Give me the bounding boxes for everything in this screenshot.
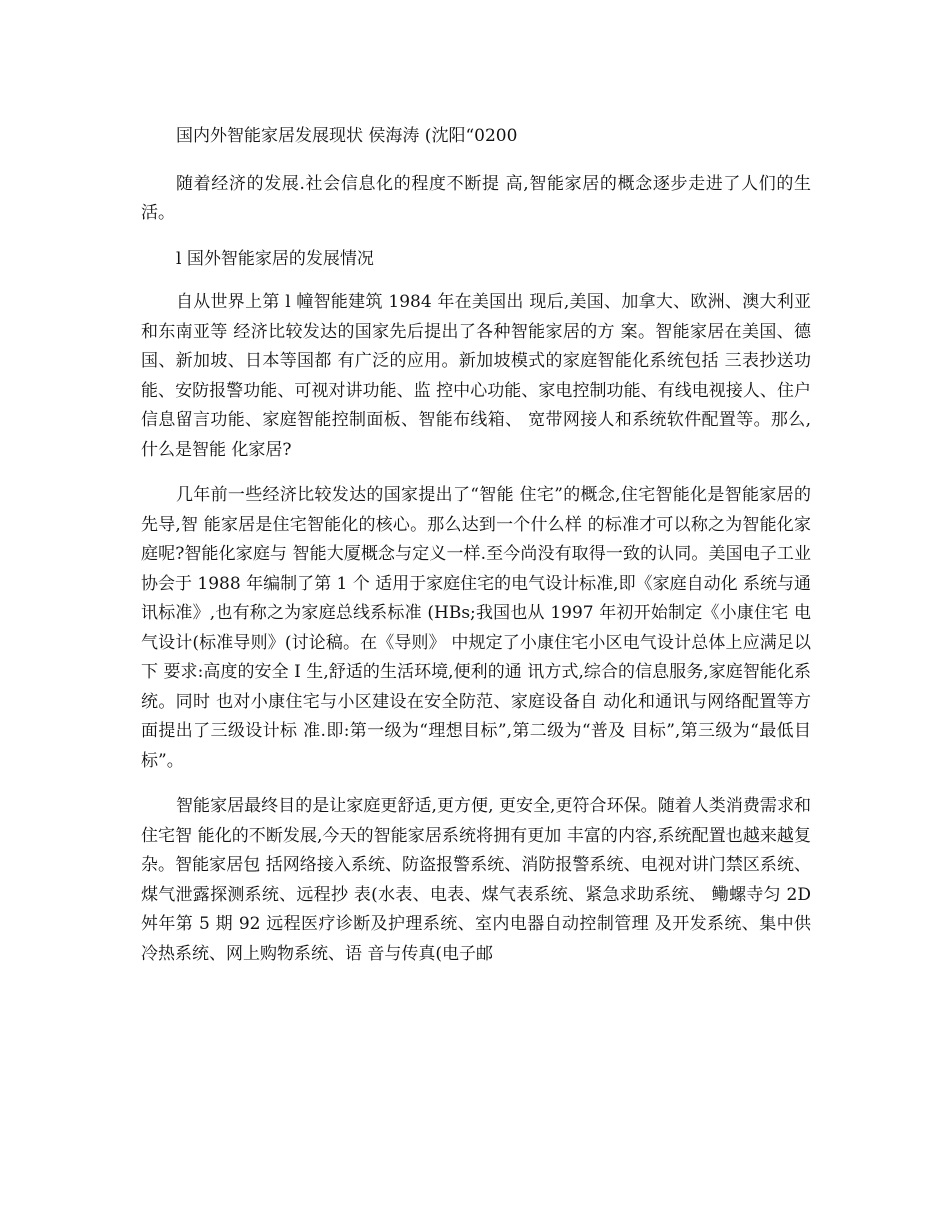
intro-paragraph: 随着经济的发展.社会信息化的程度不断提 高,智能家居的概念逐步走进了人们的生活。 (141, 173, 811, 223)
body-paragraph-standards: 几年前一些经济比较发达的国家提出了“智能 住宅”的概念,住宅智能化是智能家居的先导,智 能家居是住宅智能化的核心。那么达到一个什么样 的标准才可以称之为智能化家庭呢?智能化家庭与 智能大厦概念与定义一样.至今尚没有取得一致的认同。美国电子工业协会于 1988 年编制了第 1 个 适用于家庭住宅的电气设计标准,即《家庭自动化 系统与通讯标准》,也有称之为家庭总线系标准 (HBs;我国也从 1997 年初开始制定《小康住宅 电气设计(标准导则》(讨论稿。在《导则》 中规定了小康住宅小区电气设计总体上应满足以下 要求:高度的安全 I 生,舒适的生活环境,便利的通 讯方式,综合的信息服务,家庭智能化系统。同时 也对小康住宅与小区建设在安全防范、家庭设备自 动化和通讯与网络配置等方面提出了三级设计标 准.即:第一级为“理想目标”,第二级为“普及 目标”,第三级为“最低目标”。 (141, 485, 811, 771)
article-body (141, 122, 811, 969)
body-paragraph-foreign-development: 自从世界上第 l 幢智能建筑 1984 年在美国出 现后,美国、加拿大、欧洲、澳大利亚和东南亚等 经济比较发达的国家先后提出了各种智能家居的方 案。智能家居在美国、德国、新加坡、日本等国都 有广泛的应用。新加坡模式的家庭智能化系统包括 三表抄送功能、安防报警功能、可视对讲功能、监 控中心功能、家电控制功能、有线电视接人、住户 信息留言功能、家庭智能控制面板、智能布线箱、 宽带网接人和系统软件配置等。那么,什么是智能 化家居? (141, 292, 811, 460)
section-heading: l 国外智能家居的发展情况 (176, 248, 374, 269)
article-title: 国内外智能家居发展现状 侯海涛 (沈阳“0200 (176, 126, 518, 146)
body-paragraph-smart-home-goals: 智能家居最终目的是让家庭更舒适,更方便, 更安全,更符合环保。随着人类消费需求和住宅智 能化的不断发展,今天的智能家居系统将拥有更加 丰富的内容,系统配置也越来越复杂。智能家居包 括网络接入系统、防盗报警系统、消防报警系统、电视对讲门禁区系统、煤气泄露探测系统、远程抄 表(水表、电表、煤气表系统、紧急求助系统、 鳓螺寺匀 2D 舛年第 5 期 92 远程医疗诊断及护理系统、室内电器自动控制管理 及开发系统、集中供冷热系统、网上购物系统、语 音与传真(电子邮 (141, 796, 811, 964)
